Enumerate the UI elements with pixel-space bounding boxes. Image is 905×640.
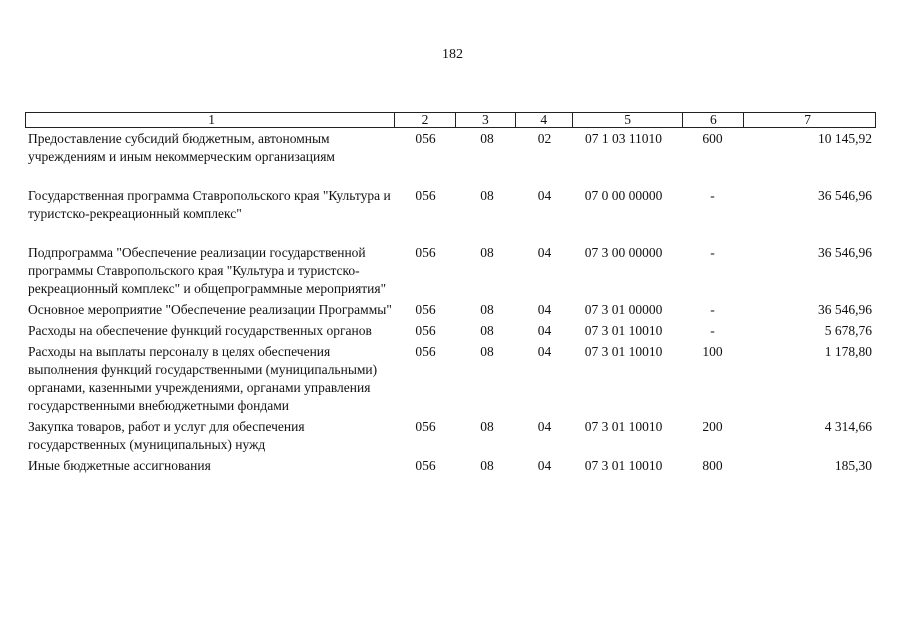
row-subsection-code: 04 (537, 458, 552, 473)
table-row (25, 187, 876, 223)
row-name: Закупка товаров, работ и услуг для обеспечения государственных (муниципальных) нужд (28, 419, 305, 452)
row-target-code: 07 3 01 00000 (584, 302, 663, 317)
header-col-4: 4 (516, 113, 573, 127)
row-expense-type: 800 (702, 458, 723, 473)
row-target-code: 07 3 01 10010 (584, 419, 663, 434)
row-ministry-code: 056 (415, 245, 436, 260)
row-ministry-code: 056 (415, 188, 436, 203)
row-section-code: 08 (480, 419, 494, 434)
row-ministry-code: 056 (415, 302, 436, 317)
row-ministry-code: 056 (415, 458, 436, 473)
row-name: Иные бюджетные ассигнования (28, 458, 211, 473)
row-ministry-code: 056 (415, 323, 436, 338)
page-number: 182 (442, 47, 463, 62)
header-col-7: 7 (804, 112, 812, 127)
row-subsection-code: 02 (537, 131, 552, 146)
row-subsection-code: 04 (537, 344, 552, 359)
row-subsection-code: 04 (537, 302, 552, 317)
row-ministry-code: 056 (415, 344, 436, 359)
row-amount: 4 314,66 (824, 419, 872, 434)
table-row (25, 322, 876, 340)
row-expense-type: - (710, 323, 715, 338)
row-amount: 1 178,80 (824, 344, 872, 359)
row-subsection-code: 04 (537, 245, 552, 260)
table-header-row (25, 112, 876, 128)
row-section-code: 08 (480, 344, 494, 359)
row-subsection-code: 04 (537, 323, 552, 338)
row-target-code: 07 3 01 10010 (584, 458, 663, 473)
row-section-code: 08 (480, 458, 494, 473)
table-row (25, 130, 876, 166)
header-col-5: 5 (573, 113, 684, 127)
row-target-code: 07 3 01 10010 (584, 323, 663, 338)
row-amount: 36 546,96 (818, 245, 872, 260)
header-col-1: 1 (26, 113, 395, 127)
header-col-6: 6 (683, 113, 744, 127)
row-ministry-code: 056 (415, 419, 436, 434)
row-subsection-code: 04 (537, 419, 552, 434)
row-section-code: 08 (480, 131, 494, 146)
row-expense-type: - (710, 188, 715, 203)
row-section-code: 08 (480, 323, 494, 338)
row-expense-type: 100 (702, 344, 723, 359)
table-row (25, 343, 876, 415)
row-name: Расходы на выплаты персоналу в целях обеспечения выполнения функций государственными (муниципальными) органами, казенными учреждениями, органами управления государственными внебюджетными фондами (28, 344, 378, 413)
row-amount: 10 145,92 (818, 131, 872, 146)
row-section-code: 08 (480, 302, 494, 317)
row-expense-type: 200 (702, 419, 723, 434)
table-row (25, 301, 876, 319)
row-section-code: 08 (480, 245, 494, 260)
table-row (25, 418, 876, 454)
row-expense-type: - (710, 245, 715, 260)
budget-table (25, 112, 876, 475)
row-target-code: 07 0 00 00000 (584, 188, 663, 203)
row-name: Основное мероприятие "Обеспечение реализации Программы" (28, 302, 392, 317)
row-amount: 5 678,76 (824, 323, 872, 338)
row-name: Расходы на обеспечение функций государственных органов (28, 323, 372, 338)
header-col-3: 3 (456, 113, 516, 127)
table-row (25, 457, 876, 475)
row-target-code: 07 1 03 11010 (584, 131, 663, 146)
row-target-code: 07 3 00 00000 (584, 245, 663, 260)
row-expense-type: 600 (702, 131, 723, 146)
row-name: Подпрограмма "Обеспечение реализации государственной программы Ставропольского края "Культура и туристско-рекреационный комплекс" и общепрограммные мероприятия" (28, 245, 387, 296)
row-subsection-code: 04 (537, 188, 552, 203)
row-name: Предоставление субсидий бюджетным, автономным учреждениям и иным некоммерческим организациям (28, 131, 335, 164)
row-ministry-code: 056 (415, 131, 436, 146)
header-col-2: 2 (395, 113, 456, 127)
row-amount: 36 546,96 (818, 302, 872, 317)
row-section-code: 08 (480, 188, 494, 203)
row-target-code: 07 3 01 10010 (584, 344, 663, 359)
row-name: Государственная программа Ставропольского края "Культура и туристско-рекреационный комплекс" (28, 188, 391, 221)
row-amount: 36 546,96 (818, 188, 872, 203)
table-row (25, 244, 876, 298)
row-amount: 185,30 (834, 458, 872, 473)
row-expense-type: - (710, 302, 715, 317)
